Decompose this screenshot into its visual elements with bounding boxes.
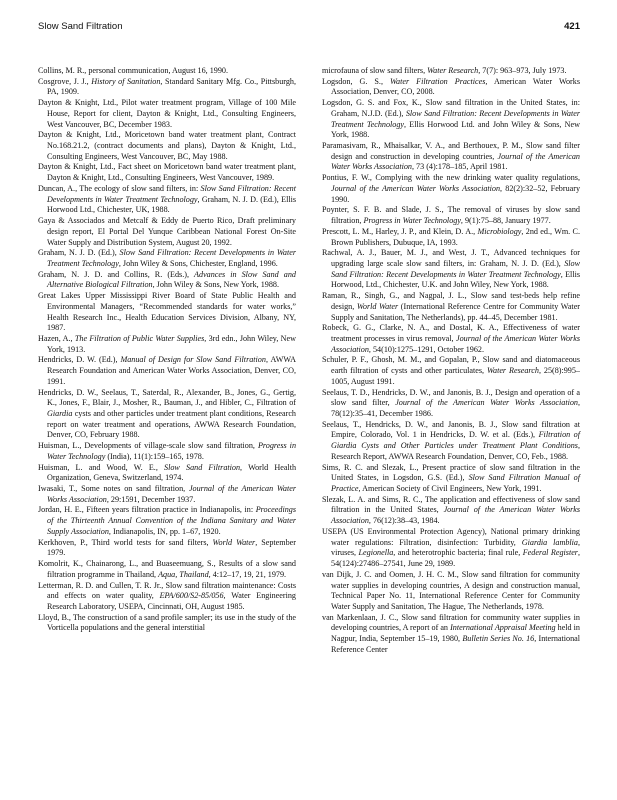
reference-italic-text: Journal of the American Water Works Association (331, 333, 580, 354)
reference-text: Sims, R. C. and Slezak, L., Present practice of slow sand filtration in the United States, in Logsdon, G.S. (Ed.), (322, 462, 580, 483)
reference-text: , Graham, N. J. D. (Ed.), Ellis Horwood Ltd., Chichester, UK, 1988. (47, 194, 296, 215)
reference-text: , 2nd ed., Wm. C. Brown Publishers, Dubuque, IA, 1993. (331, 226, 580, 247)
reference-entry (38, 291, 296, 334)
reference-column-right (322, 66, 580, 780)
reference-entry (38, 463, 296, 484)
reference-list (38, 66, 580, 780)
reference-entry (322, 323, 580, 355)
reference-text: Dayton & Knight, Ltd., Pilot water treatment program, Village of 100 Mile House, Report for client, Dayton & Knight, Ltd., Consulting Engineers, West Vancouver, BC, December 1983. (38, 98, 296, 129)
reference-text: Duncan, A., The ecology of slow sand filters, in: (38, 183, 201, 193)
reference-italic-text: Slow Sand Filtration: Recent Developments in Water Treatment Technology (331, 108, 580, 129)
reference-entry (38, 248, 296, 269)
reference-text: Seelaus, T., Hendricks, D. W., and Janonis, B. J., Slow sand filtration at Empire, Colorado, Vol. 1 in Hendricks, D. W. et al. (Eds.), (322, 419, 580, 440)
reference-text: , World Health Organization, Geneva, Switzerland, 1974. (47, 462, 297, 483)
reference-italic-text: Water Research (486, 366, 539, 376)
running-title: Slow Sand Filtration (38, 21, 123, 32)
running-header (38, 21, 580, 32)
reference-text: (India), 11(1):159–165, 1978. (105, 451, 204, 461)
reference-text: Collins, M. R., personal communication, August 16, 1990. (38, 66, 229, 75)
reference-italic-text: Journal of the American Water Works Association (395, 398, 578, 408)
reference-italic-text: Manual of Design for Slow Sand Filtration (120, 355, 266, 365)
reference-italic-text: Advances in Slow Sand and Alternative Biological Filtration (47, 269, 296, 290)
reference-text: , American Water Works Association, Denver, CO, 2008. (331, 76, 580, 97)
reference-text: , 7(7): 963–973, July 1973. (478, 66, 567, 75)
reference-entry (38, 162, 296, 183)
reference-italic-text: Aqua, Thailand (158, 569, 209, 579)
reference-italic-text: Microbiology (477, 226, 522, 236)
reference-italic-text: Filtration of Giardia Cysts and Other Particles under Treatment Plant Conditions (331, 430, 581, 451)
reference-text: Seelaus, T. D., Hendricks, D. W., and Janonis, B. J., Design and operation of a slow sand filter, (322, 387, 580, 408)
reference-italic-text: World Water (212, 537, 256, 547)
reference-text: Komolrit, K., Chainarong, L., and Buaseemuang, S., Results of a slow sand filtration programme in Thailand, (38, 559, 296, 579)
reference-entry (38, 505, 296, 537)
reference-italic-text: The Filtration of Public Water Supplies (74, 333, 205, 343)
reference-text: , John Wiley & Sons, Chichester, England, 1996. (118, 258, 278, 268)
reference-text: Lloyd, B., The construction of a sand profile sampler; its use in the study of the Vorticella populations and the general interstitial (38, 612, 296, 633)
reference-text: Poynter, S. F. B. and Slade, J. S., The removal of viruses by slow sand filtration, (322, 205, 580, 226)
reference-text: , 82(2):32–52, February 1990. (331, 183, 581, 204)
reference-text: , AWWA Research Foundation and American Water Works Association, Denver, CO, 1991. (47, 355, 296, 386)
reference-italic-text: Giardia lamblia (521, 537, 578, 547)
reference-entry (38, 559, 296, 580)
reference-entry (322, 527, 580, 570)
reference-entry (322, 463, 580, 495)
reference-entry (322, 613, 580, 656)
reference-text: Iwasaki, T., Some notes on sand filtration, (38, 484, 189, 494)
reference-italic-text: Water Research (427, 66, 479, 75)
reference-text: Huisman, L. and Wood, W. E., (38, 462, 165, 472)
reference-text: cysts and other particles under treatment plant conditions, Research report on water treatment and operations, AWWA Research Foundation, Denver, CO, February 1988. (47, 409, 296, 440)
reference-text: microfauna of slow sand filters, (322, 66, 428, 75)
reference-italic-text: Journal of the American Water Works Association (331, 183, 501, 193)
reference-entry (38, 538, 296, 559)
reference-text: , Research Report, AWWA Research Foundation, Denver, CO, Feb., 1988. (331, 441, 580, 461)
reference-text: Prescott, L. M., Harley, J. P., and Klein, D. A., (322, 226, 478, 236)
reference-italic-text: Slow Sand Filtration: Recent Developments in Water Treatment Technology (331, 258, 580, 279)
reference-entry (322, 248, 580, 291)
reference-text: Schuler, P. F., Ghosh, M. M., and Gopalan, P., Slow sand and diatomaceous earth filtration of cysts and other particulates, (322, 355, 580, 376)
reference-text: , 9(1):75–88, January 1977. (460, 216, 551, 226)
reference-text: , 29:1591, December 1937. (106, 494, 196, 504)
reference-text: Jordan, H. E., Fifteen years filtration practice in Indianapolis, in: (38, 505, 256, 515)
reference-entry (322, 205, 580, 226)
reference-entry (322, 355, 580, 387)
reference-entry (322, 66, 580, 77)
reference-entry (322, 420, 580, 463)
reference-text: Logsdon, G. S. and Fox, K., Slow sand filtration in the United States, in: Graham, N.J.D. (Ed.), (322, 98, 580, 118)
reference-text: Kerkhoven, P., Third world tests for sand filters, (38, 537, 213, 547)
reference-italic-text: Water Filtration Practices (390, 76, 486, 86)
reference-italic-text: Proceedings of the Thirteenth Annual Convention of the Indiana Sanitary and Water Supply Association (47, 505, 296, 536)
reference-entry (38, 130, 296, 162)
reference-entry (38, 355, 296, 387)
reference-text: Pontius, F. W., Complying with the new drinking water quality regulations, (322, 173, 580, 183)
reference-italic-text: International Appraisal Meeting (450, 623, 556, 633)
reference-text: Rachwal, A. J., Bauer, M. J., and West, J. T., Advanced techniques for upgrading large scale slow sand filters, in: Graham, N. J. D. (Ed.), (322, 248, 580, 268)
reference-text: Dayton & Knight, Ltd., Fact sheet on Moricetown band water treatment plant, Dayton & Knight, Ltd., Consulting Engineers, West Vancouver, 1989. (38, 162, 296, 183)
reference-text: , American Society of Civil Engineers, New York, 1991. (358, 484, 542, 494)
reference-text: , September 1979. (47, 537, 296, 558)
reference-text: USEPA (US Environmental Protection Agency), National primary drinking water regulations: Filtration, disinfection: Turbidity, (322, 526, 580, 547)
reference-text: van Markenlaan, J. C., Slow sand filtration for community water supplies in developing countries, A report of an (322, 612, 580, 633)
reference-text: Huisman, L., Developments of village-scale slow sand filtration, (38, 441, 258, 451)
reference-text: , Indianapolis, IN, pp. 1–67, 1920. (108, 526, 221, 536)
reference-italic-text: Slow Sand Filtration: Recent Developments in Water Treatment Technology (47, 183, 296, 204)
reference-italic-text: Journal of the American Water Works Association (47, 484, 296, 504)
page-number: 421 (564, 21, 580, 32)
reference-italic-text: Journal of the American Water Works Association (331, 505, 580, 526)
reference-text: (International Reference Centre for Community Water Supply and Sanitation, The Netherlands), pp. 44–45, December 1981. (331, 301, 581, 322)
reference-text: , 3rd edn., John Wiley, New York, 1913. (47, 333, 296, 354)
reference-entry (38, 270, 296, 291)
reference-text: , Water Engineering Research Laboratory, USEPA, Cincinnati, OH, August 1985. (47, 591, 296, 611)
reference-entry (38, 388, 296, 442)
reference-text: Logsdon, G. S., (322, 76, 390, 86)
reference-entry (322, 173, 580, 205)
reference-text: Hendricks, D. W., Seelaus, T., Saterdal, R., Alexander, B., Jones, G., Gertig, K., Jones, F., Blair, J., Mosher, R., Bauman, J., and Hibler, C., Filtration of (38, 387, 296, 408)
reference-text: Graham, N. J. D. (Ed.), (38, 248, 120, 258)
reference-entry (322, 98, 580, 141)
reference-text: Letterman, R. D. and Cullen, T. R. Jr., Slow sand filtration maintenance: Costs and effects on water quality, (38, 580, 296, 601)
reference-entry (322, 227, 580, 248)
reference-entry (38, 98, 296, 130)
reference-entry (38, 441, 296, 462)
reference-italic-text: Progress in Water Technology (47, 441, 297, 461)
reference-text: Paramasivam, R., Mhaisalkar, V. A., and Berthouex, P. M., Slow sand filter design and construction in developing countries, (322, 141, 580, 161)
reference-text: , John Wiley & Sons, New York, 1988. (152, 280, 279, 290)
reference-entry (38, 184, 296, 216)
reference-text: van Dijk, J. C. and Oomen, J. H. C. M., Slow sand filtration for community water supplies in developing countries, A design and construction manual, Technical Paper No. 11, International Reference Center for Community Water Supply and Sanitation, The Hague, The Netherlands, 1978. (322, 569, 580, 611)
reference-text: , 54(124):27486–27541, June 29, 1989. (331, 548, 580, 569)
reference-text: Great Lakes Upper Mississippi River Board of State Public Health and Environmental Managers, “Recommended standards for water works,” Health Research Inc., Health Education Services Division, Albany, NY, 1987. (38, 291, 296, 333)
reference-italic-text: Slow Sand Filtration Manual of Practice (331, 473, 580, 494)
reference-text: Gaya & Associados and Metcalf & Eddy de Puerto Rico, Draft preliminary design report, El Portal Del Yunque Caribbean National Forest On-Site Water Supply and Distribution System, August 20, 1992. (38, 216, 296, 247)
reference-italic-text: Slow Sand Filtration: Recent Developments in Water Treatment Technology (47, 248, 296, 268)
reference-text: Dayton & Knight, Ltd., Moricetown band water treatment plant, Contract No.168.21.2, (contract documents and plans), Dayton & Knight, Ltd., Consulting Engineers, West Vancouver, BC, May 1988. (38, 130, 296, 161)
reference-entry (38, 77, 296, 98)
reference-entry (322, 141, 580, 173)
reference-entry (38, 484, 296, 505)
reference-text: , 76(12):38–43, 1984. (368, 516, 440, 526)
reference-entry (322, 570, 580, 613)
reference-text: , Ellis Horwood, Ltd., Chichester, U.K. and John Wiley, New York, 1988. (331, 269, 580, 290)
reference-italic-text: Bulletin Series No. 16 (462, 634, 535, 644)
reference-text: , Ellis Horwood Ltd. and John Wiley & Sons, New York, 1988. (331, 119, 580, 140)
reference-entry (38, 581, 296, 613)
reference-text: , 73 (4):178–185, April 1981. (411, 162, 508, 172)
reference-text: , 78(12):35–41, December 1986. (331, 398, 580, 418)
reference-entry (38, 613, 296, 634)
reference-text: Hendricks, D. W. (Ed.), (38, 355, 121, 365)
reference-entry (38, 334, 296, 355)
reference-text: Slezak, L. A. and Sims, R. C., The application and effectiveness of slow sand filtration in the United States, (322, 494, 580, 515)
reference-italic-text: Giardia (47, 409, 73, 418)
reference-text: Raman, R., Singh, G., and Nagpal, J. L., Slow sand test-beds help refine design, (322, 291, 580, 311)
reference-italic-text: Progress in Water Technology (363, 216, 461, 226)
reference-italic-text: Federal Register (522, 548, 578, 558)
reference-italic-text: Slow Sand Filtration (164, 462, 241, 472)
reference-italic-text: World Water (356, 301, 399, 311)
reference-italic-text: EPA/600/S2-85/056 (159, 591, 224, 601)
reference-entry (322, 77, 580, 98)
reference-text: , 25(8):995–1005, August 1991. (331, 366, 580, 386)
reference-italic-text: History of Sanitation (91, 76, 161, 86)
reference-entry (322, 291, 580, 323)
reference-entry (322, 388, 580, 420)
reference-text: Hazen, A., (38, 333, 75, 343)
reference-text: , Standard Sanitary Mfg. Co., Pittsburgh, PA, 1909. (47, 76, 296, 97)
reference-text: , and heterotrophic bacteria; final rule, (393, 548, 523, 558)
reference-italic-text: Legionella (358, 548, 394, 558)
reference-text: , 4:12–17, 19, 21, 1979. (208, 569, 287, 579)
reference-text: held in Nagpur, India, September 15–19, 1980, (331, 623, 580, 644)
reference-column-left (38, 66, 296, 780)
reference-text: Cosgrove, J. J., (38, 76, 92, 86)
reference-text: Graham, N. J. D. and Collins, R. (Eds.), (38, 269, 195, 279)
reference-text: , viruses, (331, 537, 580, 558)
reference-entry (322, 495, 580, 527)
reference-text: , International Reference Center (331, 634, 581, 654)
reference-entry (38, 66, 296, 77)
reference-italic-text: Journal of the American Water Works Association (331, 151, 580, 172)
reference-text: Robeck, G. G., Clarke, N. A., and Dostal, K. A., Effectiveness of water treatment processes in virus removal, (322, 323, 580, 343)
reference-text: , 54(10):1275–1291, October 1962. (368, 344, 485, 354)
reference-entry (38, 216, 296, 248)
